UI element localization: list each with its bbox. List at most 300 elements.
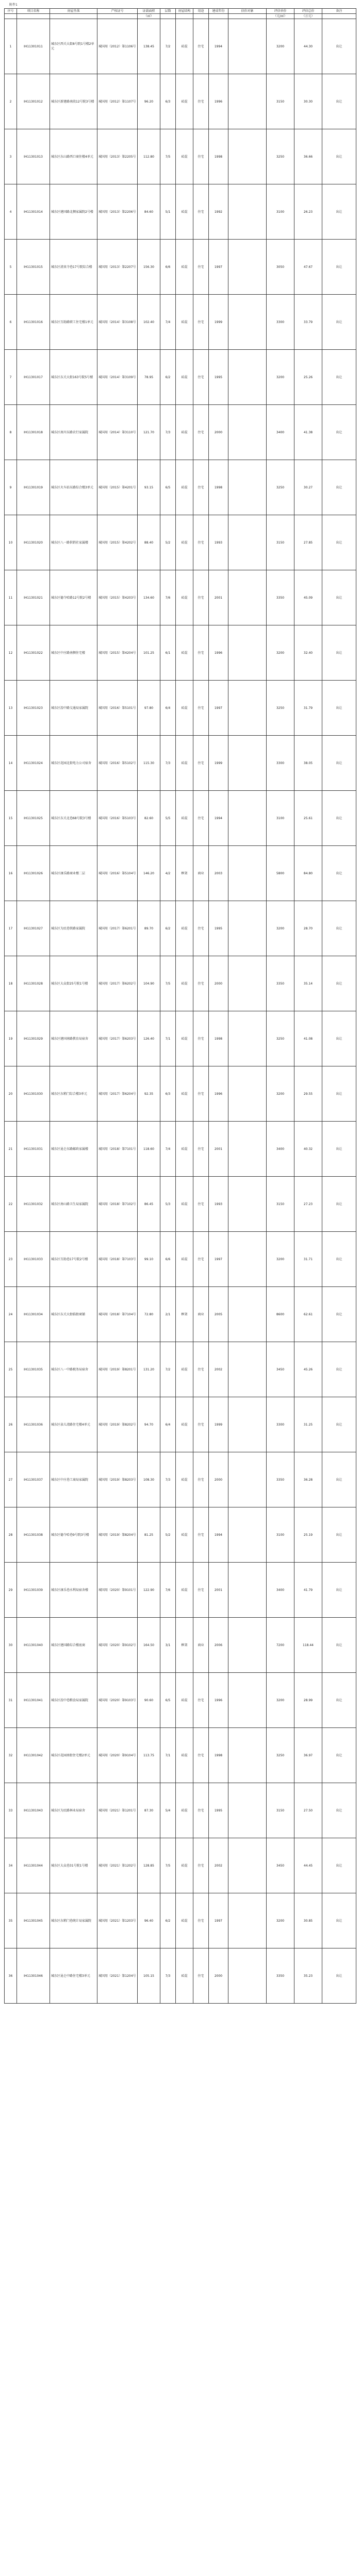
table-cell <box>228 240 267 295</box>
table-cell: 出让 <box>322 295 356 350</box>
table-cell: 砖混 <box>176 1838 193 1893</box>
column-header: 产权证号 <box>97 9 138 14</box>
table-cell: 出让 <box>322 1232 356 1287</box>
table-cell: 41.38 <box>294 405 322 460</box>
table-cell: 113.75 <box>138 1728 160 1783</box>
table-cell: 5/2 <box>160 515 176 570</box>
table-cell: 1994 <box>209 19 228 74</box>
table-row <box>5 1011 356 1066</box>
table-cell: 86.45 <box>138 1177 160 1232</box>
table-cell: IH11301028 <box>17 956 50 1011</box>
table-cell: 1997 <box>209 1893 228 1948</box>
table-cell: 砖混 <box>176 901 193 956</box>
table-cell: 5800 <box>267 846 294 901</box>
table-cell: 砖混 <box>176 1342 193 1397</box>
table-cell: 104.90 <box>138 956 160 1011</box>
table-cell: 住宅 <box>193 405 209 460</box>
table-cell: 29 <box>5 1563 17 1618</box>
table-cell: IH11301026 <box>17 846 50 901</box>
table-cell: 城东区南山路卫生局家属院 <box>50 1177 97 1232</box>
table-cell: 30.27 <box>294 460 322 515</box>
column-header: 估价对象 <box>228 9 267 14</box>
table-cell: 城国用（2012）第1107号 <box>97 74 138 129</box>
table-cell <box>228 570 267 625</box>
table-cell: 7/6 <box>160 570 176 625</box>
table-cell: 108.30 <box>138 1452 160 1507</box>
table-row <box>5 1397 356 1452</box>
table-cell: 住宅 <box>193 184 209 240</box>
table-cell: 24 <box>5 1287 17 1342</box>
column-header: 项目名称 <box>17 9 50 14</box>
table-cell: 35.14 <box>294 956 322 1011</box>
table-cell: 3250 <box>267 1011 294 1066</box>
table-cell: 城东区火车站东路综合楼3单元 <box>50 460 97 515</box>
table-cell: 1996 <box>209 1066 228 1122</box>
table-cell: 城东区德令哈巷9号院3号楼 <box>50 1507 97 1563</box>
table-cell: 出让 <box>322 1507 356 1563</box>
table-row <box>5 1563 356 1618</box>
table-cell: 砖混 <box>176 1893 193 1948</box>
table-cell: 19 <box>5 1011 17 1066</box>
table-cell: 97.80 <box>138 681 160 736</box>
table-cell: 城东区花园北街电力公司宿舍 <box>50 736 97 791</box>
table-cell: IH11301023 <box>17 681 50 736</box>
table-cell: 2001 <box>209 1122 228 1177</box>
table-cell: 4 <box>5 184 17 240</box>
column-unit <box>322 14 356 19</box>
table-cell: 23 <box>5 1232 17 1287</box>
table-cell: 7/3 <box>160 1948 176 2004</box>
table-cell: 131.20 <box>138 1342 160 1397</box>
column-header: 评估总价 <box>294 9 322 14</box>
table-cell: 5/2 <box>160 1507 176 1563</box>
table-cell: 82.60 <box>138 791 160 846</box>
table-cell: 出让 <box>322 625 356 681</box>
table-cell: 砖混 <box>176 1011 193 1066</box>
table-cell: 出让 <box>322 1783 356 1838</box>
table-cell: 1997 <box>209 240 228 295</box>
table-cell: 住宅 <box>193 1397 209 1452</box>
table-cell: 6/4 <box>160 1397 176 1452</box>
table-cell: 住宅 <box>193 1122 209 1177</box>
table-cell: 36.97 <box>294 1728 322 1783</box>
table-cell: 3200 <box>267 625 294 681</box>
table-cell <box>228 1011 267 1066</box>
table-cell: 2000 <box>209 956 228 1011</box>
table-cell: 18 <box>5 956 17 1011</box>
table-cell: 1997 <box>209 681 228 736</box>
table-row <box>5 405 356 460</box>
table-cell: 6/1 <box>160 625 176 681</box>
table-cell: 城东区大众巷31号院1号楼 <box>50 1838 97 1893</box>
table-cell: 28.70 <box>294 901 322 956</box>
table-cell: 94.70 <box>138 1397 160 1452</box>
table-row <box>5 1618 356 1673</box>
table-cell: 砖混 <box>176 1066 193 1122</box>
column-header: 评估单价 <box>267 9 294 14</box>
table-cell: 城国用（2019）第8203号 <box>97 1452 138 1507</box>
property-table <box>4 8 356 2004</box>
table-cell: IH11301045 <box>17 1893 50 1948</box>
table-cell: 122.90 <box>138 1563 160 1618</box>
table-cell <box>228 846 267 901</box>
table-cell <box>228 460 267 515</box>
table-cell: 128.85 <box>138 1838 160 1893</box>
table-cell <box>228 1728 267 1783</box>
table-cell: 城国用（2018）第7101号 <box>97 1122 138 1177</box>
table-cell: 住宅 <box>193 1838 209 1893</box>
table-cell: 6/4 <box>160 681 176 736</box>
table-cell: 20 <box>5 1066 17 1122</box>
table-cell: 城东区湟中路交通局家属院 <box>50 681 97 736</box>
table-row <box>5 240 356 295</box>
table-cell <box>228 350 267 405</box>
header-units-row <box>5 14 356 19</box>
table-cell <box>228 19 267 74</box>
table-cell: 砖混 <box>176 625 193 681</box>
table-cell: 28.99 <box>294 1673 322 1728</box>
table-cell: 城东区西关大街8号院1号楼2单元 <box>50 19 97 74</box>
table-cell: IH11301043 <box>17 1783 50 1838</box>
table-cell: 78.95 <box>138 350 160 405</box>
table-cell: 城东区花园南街住宅楼2单元 <box>50 1728 97 1783</box>
table-cell: 住宅 <box>193 1452 209 1507</box>
table-cell: 住宅 <box>193 74 209 129</box>
table-cell: 26.23 <box>294 184 322 240</box>
table-cell: 41.79 <box>294 1563 322 1618</box>
column-unit: （元/㎡） <box>267 14 294 19</box>
table-cell: 城国用（2016）第5103号 <box>97 791 138 846</box>
table-cell: 城东区新建路南段12号院3号楼 <box>50 74 97 129</box>
table-cell: 城国用（2017）第6201号 <box>97 901 138 956</box>
table-cell: 砖混 <box>176 460 193 515</box>
table-cell: 城国用（2014）第3110号 <box>97 405 138 460</box>
table-row <box>5 570 356 625</box>
table-cell: 6 <box>5 295 17 350</box>
table-row <box>5 1838 356 1893</box>
table-cell: 118.44 <box>294 1618 322 1673</box>
table-cell: 7/3 <box>160 405 176 460</box>
table-cell: 89.70 <box>138 901 160 956</box>
table-cell: 城东区湟中巷粮食局家属院 <box>50 1673 97 1728</box>
table-cell: 城国用（2016）第5104号 <box>97 846 138 901</box>
table-cell: 城东区互助路职工住宅楼1单元 <box>50 295 97 350</box>
column-header: 用途 <box>193 9 209 14</box>
table-cell: 30.30 <box>294 74 322 129</box>
table-cell: IH11301027 <box>17 901 50 956</box>
table-cell: 城国用（2019）第8202号 <box>97 1397 138 1452</box>
table-cell: 框架 <box>176 1287 193 1342</box>
table-cell: 住宅 <box>193 1673 209 1728</box>
table-cell: 88.40 <box>138 515 160 570</box>
table-cell: 住宅 <box>193 295 209 350</box>
table-cell: 城东区昆仑中路住宅楼3单元 <box>50 1948 97 2004</box>
table-cell: 36.28 <box>294 1452 322 1507</box>
table-cell: 105.15 <box>138 1948 160 2004</box>
table-row <box>5 846 356 901</box>
table-cell: 93.15 <box>138 460 160 515</box>
table-cell: 5 <box>5 240 17 295</box>
table-cell: 72.80 <box>138 1287 160 1342</box>
table-cell: 城东区建国路综合楼底商 <box>50 1618 97 1673</box>
table-cell: 城国用（2020）第9101号 <box>97 1563 138 1618</box>
table-cell: 住宅 <box>193 1232 209 1287</box>
table-cell: 住宅 <box>193 1066 209 1122</box>
table-cell: 城东区清真寺巷17号院综合楼 <box>50 240 97 295</box>
table-cell: 1999 <box>209 1397 228 1452</box>
table-cell: 6/2 <box>160 350 176 405</box>
table-cell: 27.23 <box>294 1177 322 1232</box>
table-cell: 城国用（2020）第9102号 <box>97 1618 138 1673</box>
table-cell: 城国用（2018）第7104号 <box>97 1287 138 1342</box>
table-cell: 102.40 <box>138 295 160 350</box>
table-cell: 城东区康乐路商业楼二层 <box>50 846 97 901</box>
table-cell: IH11301039 <box>17 1563 50 1618</box>
table-cell: IH11301046 <box>17 1948 50 2004</box>
table-cell <box>228 129 267 184</box>
column-unit: （万元） <box>294 14 322 19</box>
property-table-container <box>4 8 356 2004</box>
table-cell: 砖混 <box>176 1783 193 1838</box>
table-cell: IH11301020 <box>17 515 50 570</box>
table-cell: 城东区为民路林业局宿舍 <box>50 1783 97 1838</box>
table-cell: 7/5 <box>160 129 176 184</box>
column-unit: （㎡） <box>138 14 160 19</box>
table-cell: 15 <box>5 791 17 846</box>
column-unit <box>209 14 228 19</box>
table-cell: 1992 <box>209 184 228 240</box>
table-cell: 7/5 <box>160 1838 176 1893</box>
header-row <box>5 9 356 14</box>
table-cell: 1996 <box>209 625 228 681</box>
table-cell: 出让 <box>322 956 356 1011</box>
table-cell: 1994 <box>209 1507 228 1563</box>
table-cell <box>228 901 267 956</box>
column-header: 房屋坐落 <box>50 9 97 14</box>
table-cell: 砖混 <box>176 515 193 570</box>
table-cell: IH11301022 <box>17 625 50 681</box>
table-cell: 5/3 <box>160 1177 176 1232</box>
table-cell: 2000 <box>209 1452 228 1507</box>
table-cell: 3200 <box>267 19 294 74</box>
table-cell: 138.45 <box>138 19 160 74</box>
table-row <box>5 901 356 956</box>
table-cell: 29.55 <box>294 1066 322 1122</box>
table-row <box>5 1066 356 1122</box>
table-cell: 8600 <box>267 1287 294 1342</box>
table-row <box>5 1232 356 1287</box>
table-cell: 3400 <box>267 1122 294 1177</box>
table-cell: 砖混 <box>176 1232 193 1287</box>
table-cell: IH11301044 <box>17 1838 50 1893</box>
table-cell: 10 <box>5 515 17 570</box>
table-cell <box>228 1342 267 1397</box>
table-cell: 2001 <box>209 570 228 625</box>
table-cell: 出让 <box>322 1342 356 1397</box>
column-unit <box>97 14 138 19</box>
table-cell <box>228 1397 267 1452</box>
table-cell: 3450 <box>267 1342 294 1397</box>
table-cell: 商业 <box>193 846 209 901</box>
table-cell <box>228 1122 267 1177</box>
table-cell: 出让 <box>322 405 356 460</box>
table-cell: 框架 <box>176 1618 193 1673</box>
table-row <box>5 184 356 240</box>
table-cell: 城国用（2016）第5101号 <box>97 681 138 736</box>
table-cell: 城国用（2014）第3108号 <box>97 295 138 350</box>
table-cell: 城国用（2012）第1106号 <box>97 19 138 74</box>
table-cell: 3250 <box>267 1728 294 1783</box>
table-cell: 城东区东关大街163号院5号楼 <box>50 350 97 405</box>
table-cell: 7/6 <box>160 1563 176 1618</box>
table-cell: 35.23 <box>294 1948 322 2004</box>
table-cell <box>228 681 267 736</box>
table-cell: 3150 <box>267 1783 294 1838</box>
table-cell: 3050 <box>267 240 294 295</box>
table-cell: IH11301030 <box>17 1066 50 1122</box>
table-cell <box>228 736 267 791</box>
table-cell: 6/5 <box>160 1673 176 1728</box>
table-cell: 住宅 <box>193 1177 209 1232</box>
table-cell: 3300 <box>267 736 294 791</box>
table-cell: 1995 <box>209 350 228 405</box>
table-cell: 砖混 <box>176 1563 193 1618</box>
table-cell: 26 <box>5 1397 17 1452</box>
table-cell: 城国用（2015）第4204号 <box>97 625 138 681</box>
table-cell: 3350 <box>267 1452 294 1507</box>
table-cell: 6/3 <box>160 74 176 129</box>
table-cell: 出让 <box>322 1066 356 1122</box>
table-cell: 6/3 <box>160 1066 176 1122</box>
table-cell: 32 <box>5 1728 17 1783</box>
table-cell: 砖混 <box>176 295 193 350</box>
table-cell: 6/2 <box>160 1893 176 1948</box>
table-cell: 出让 <box>322 19 356 74</box>
table-cell: 2001 <box>209 1563 228 1618</box>
table-cell: 城东区康乐巷水利局宿舍楼 <box>50 1563 97 1618</box>
table-cell: 住宅 <box>193 570 209 625</box>
table-cell: 41.08 <box>294 1011 322 1066</box>
table-cell: 城国用（2020）第9103号 <box>97 1673 138 1728</box>
table-cell: 住宅 <box>193 1507 209 1563</box>
table-cell: 40.32 <box>294 1122 322 1177</box>
table-cell: 33.79 <box>294 295 322 350</box>
table-cell: 城国用（2021）第1202号 <box>97 1838 138 1893</box>
table-cell: 36.66 <box>294 129 322 184</box>
table-cell: 出让 <box>322 1673 356 1728</box>
table-cell: 47.67 <box>294 240 322 295</box>
table-cell: 44.30 <box>294 19 322 74</box>
table-cell: 8 <box>5 405 17 460</box>
table-cell: 84.60 <box>138 184 160 240</box>
table-cell: 住宅 <box>193 515 209 570</box>
table-cell: 1994 <box>209 791 228 846</box>
table-cell: 164.50 <box>138 1618 160 1673</box>
table-cell: 城东区德令哈路12号院2号楼 <box>50 570 97 625</box>
table-cell: IH11301024 <box>17 736 50 791</box>
table-cell <box>228 515 267 570</box>
table-cell: 城东区南川东路农行家属院 <box>50 405 97 460</box>
table-cell: 62.61 <box>294 1287 322 1342</box>
table-cell: 44.45 <box>294 1838 322 1893</box>
table-cell: IH11301031 <box>17 1122 50 1177</box>
table-cell: 出让 <box>322 1452 356 1507</box>
table-cell <box>228 791 267 846</box>
table-cell <box>228 1893 267 1948</box>
table-cell <box>228 1838 267 1893</box>
table-cell: 住宅 <box>193 625 209 681</box>
table-cell: 城东区为民巷铁路家属院 <box>50 901 97 956</box>
table-cell: 2000 <box>209 405 228 460</box>
column-header: 房屋结构 <box>176 9 193 14</box>
table-cell: 城东区东关北巷68号院3号楼 <box>50 791 97 846</box>
table-cell: 7/2 <box>160 1342 176 1397</box>
table-cell: 城国用（2014）第3109号 <box>97 350 138 405</box>
table-row <box>5 1122 356 1177</box>
table-cell: 出让 <box>322 1838 356 1893</box>
table-cell: 砖混 <box>176 791 193 846</box>
table-cell: 3350 <box>267 1948 294 2004</box>
table-cell: 城东区东稍门综合楼3单元 <box>50 1066 97 1122</box>
table-cell: 出让 <box>322 1287 356 1342</box>
table-cell: 13 <box>5 681 17 736</box>
table-cell: 2006 <box>209 1618 228 1673</box>
table-row <box>5 1287 356 1342</box>
table-cell: 14 <box>5 736 17 791</box>
table-cell: 城国用（2017）第6204号 <box>97 1066 138 1122</box>
table-cell: 城国用（2021）第1203号 <box>97 1893 138 1948</box>
table-cell: 6/6 <box>160 1232 176 1287</box>
column-header: 层数 <box>160 9 176 14</box>
table-cell: 3200 <box>267 1066 294 1122</box>
table-cell: 1999 <box>209 295 228 350</box>
table-cell: 3150 <box>267 1177 294 1232</box>
table-cell: IH11301012 <box>17 74 50 129</box>
table-cell: 城国用（2015）第4202号 <box>97 515 138 570</box>
table-cell <box>228 1948 267 2004</box>
table-cell: 城国用（2019）第8204号 <box>97 1507 138 1563</box>
table-cell: IH11301037 <box>17 1452 50 1507</box>
table-cell: 砖混 <box>176 1507 193 1563</box>
table-cell: IH11301021 <box>17 570 50 625</box>
table-cell: 126.40 <box>138 1011 160 1066</box>
table-cell: 1993 <box>209 1177 228 1232</box>
table-cell: 住宅 <box>193 1948 209 2004</box>
table-cell: 1996 <box>209 74 228 129</box>
table-cell: 90.60 <box>138 1673 160 1728</box>
table-cell: 商业 <box>193 1287 209 1342</box>
table-cell: 22 <box>5 1177 17 1232</box>
table-cell: 城东区互助巷17号院2号楼 <box>50 1232 97 1287</box>
table-cell: 城国用（2020）第9104号 <box>97 1728 138 1783</box>
table-cell: 出让 <box>322 1563 356 1618</box>
table-cell: 1998 <box>209 129 228 184</box>
table-cell: 121.70 <box>138 405 160 460</box>
table-cell: 99.10 <box>138 1232 160 1287</box>
table-cell: 城东区八一路供销社家属楼 <box>50 515 97 570</box>
table-cell: 住宅 <box>193 1563 209 1618</box>
table-cell: 城东区八一中路税务局宿舍 <box>50 1342 97 1397</box>
table-cell: 3400 <box>267 405 294 460</box>
table-cell: 84.80 <box>294 846 322 901</box>
table-cell: 出让 <box>322 1122 356 1177</box>
table-cell: 38.05 <box>294 736 322 791</box>
table-cell: 城东区泉儿湾路住宅楼4单元 <box>50 1397 97 1452</box>
table-cell: 出让 <box>322 74 356 129</box>
table-cell: 城国用（2015）第4203号 <box>97 570 138 625</box>
table-cell: 45.09 <box>294 570 322 625</box>
table-row <box>5 736 356 791</box>
